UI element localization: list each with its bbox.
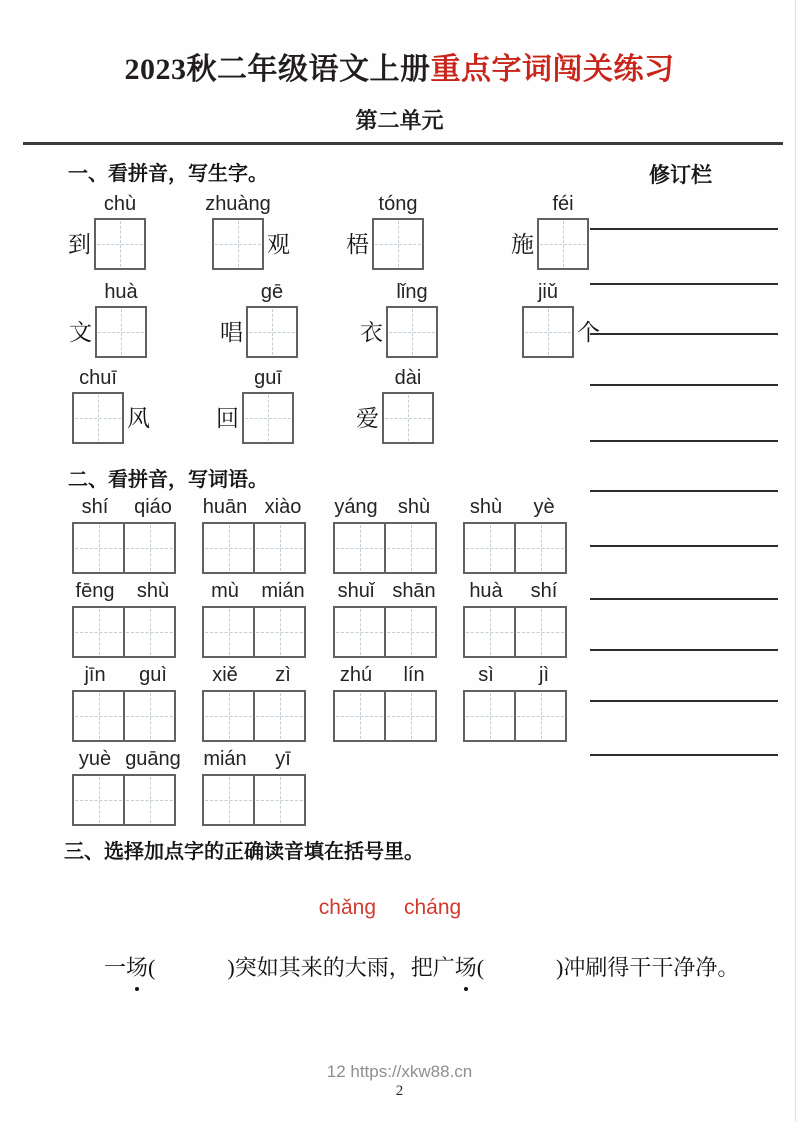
revision-column-label: 修订栏 bbox=[649, 164, 712, 187]
pinyin-label: huà shí bbox=[469, 580, 558, 602]
pinyin-label: chù bbox=[103, 193, 137, 215]
write-character-item bbox=[68, 193, 146, 270]
answer-box[interactable] bbox=[205, 193, 271, 270]
revision-line bbox=[590, 228, 778, 230]
revision-line bbox=[590, 333, 778, 335]
given-char: 爱 bbox=[356, 405, 379, 431]
write-character-item bbox=[72, 367, 150, 444]
exercise-sentence: 一场( )突如其来的大雨，把广场( )冲刷得干干净净。 bbox=[104, 951, 739, 982]
revision-line bbox=[590, 700, 778, 702]
revision-line bbox=[590, 754, 778, 756]
write-word-item bbox=[463, 580, 567, 658]
title-red-part: 重点字词闯关练习 bbox=[430, 53, 675, 86]
section2-heading: 二、看拼音，写词语。 bbox=[68, 469, 268, 491]
option-chang3: chǎng bbox=[318, 896, 376, 919]
answer-cell[interactable] bbox=[123, 608, 174, 656]
answer-box[interactable] bbox=[95, 281, 147, 358]
answer-box[interactable] bbox=[72, 367, 124, 444]
answer-cell[interactable] bbox=[465, 608, 514, 656]
pinyin-label: mián yī bbox=[203, 748, 291, 770]
write-character-item bbox=[205, 193, 290, 270]
answer-cell[interactable] bbox=[123, 524, 174, 572]
given-char: 风 bbox=[127, 405, 150, 431]
word-answer-box[interactable] bbox=[202, 606, 306, 658]
answer-cell[interactable] bbox=[384, 692, 435, 740]
pinyin-label: sì jì bbox=[478, 664, 549, 686]
answer-cell[interactable] bbox=[204, 692, 253, 740]
word-answer-box[interactable] bbox=[72, 774, 176, 826]
write-word-item bbox=[72, 580, 176, 658]
write-character-item bbox=[360, 281, 438, 358]
answer-cell[interactable] bbox=[465, 524, 514, 572]
word-answer-box[interactable] bbox=[333, 522, 437, 574]
word-answer-box[interactable] bbox=[333, 606, 437, 658]
pinyin-label: jīn guì bbox=[84, 664, 167, 686]
write-character-item bbox=[220, 281, 298, 358]
given-char: 个 bbox=[577, 319, 600, 345]
answer-box[interactable] bbox=[94, 193, 146, 270]
answer-cell[interactable] bbox=[204, 524, 253, 572]
write-word-item bbox=[333, 664, 437, 742]
answer-cell[interactable] bbox=[123, 692, 174, 740]
section1-heading: 一、看拼音，写生字。 bbox=[68, 163, 268, 185]
write-word-item bbox=[333, 580, 437, 658]
answer-cell[interactable] bbox=[204, 776, 253, 824]
pinyin-label: mù mián bbox=[211, 580, 305, 602]
word-answer-box[interactable] bbox=[463, 522, 567, 574]
dotted-char: 场 bbox=[126, 951, 148, 982]
word-answer-box[interactable] bbox=[72, 606, 176, 658]
answer-cell[interactable] bbox=[335, 524, 384, 572]
given-char: 回 bbox=[216, 405, 239, 431]
option-chang2: cháng bbox=[404, 896, 462, 919]
answer-cell[interactable] bbox=[514, 524, 565, 572]
page-number: 2 bbox=[395, 1083, 404, 1099]
write-word-item bbox=[463, 664, 567, 742]
footer-url[interactable]: 12 https://xkw88.cn bbox=[326, 1062, 473, 1081]
answer-cell[interactable] bbox=[465, 692, 514, 740]
write-word-item bbox=[202, 496, 306, 574]
answer-box[interactable] bbox=[372, 193, 424, 270]
revision-line bbox=[590, 283, 778, 285]
word-answer-box[interactable] bbox=[333, 690, 437, 742]
pinyin-label: shí qiáo bbox=[81, 496, 172, 518]
given-char: 梧 bbox=[346, 231, 369, 257]
word-answer-box[interactable] bbox=[463, 606, 567, 658]
write-word-item bbox=[202, 664, 306, 742]
revision-line bbox=[590, 384, 778, 386]
word-answer-box[interactable] bbox=[72, 690, 176, 742]
answer-cell[interactable] bbox=[384, 524, 435, 572]
answer-cell[interactable] bbox=[253, 524, 304, 572]
word-answer-box[interactable] bbox=[463, 690, 567, 742]
revision-line bbox=[590, 440, 778, 442]
given-char: 文 bbox=[69, 319, 92, 345]
word-answer-box[interactable] bbox=[202, 774, 306, 826]
page-edge-line bbox=[795, 0, 796, 1122]
write-word-item bbox=[333, 496, 437, 574]
pinyin-label: huà bbox=[104, 281, 138, 303]
given-char: 观 bbox=[267, 231, 290, 257]
answer-cell[interactable] bbox=[123, 776, 174, 824]
pinyin-label: dài bbox=[394, 367, 422, 389]
pinyin-label: yáng shù bbox=[334, 496, 431, 518]
write-character-item bbox=[69, 281, 147, 358]
answer-cell[interactable] bbox=[253, 692, 304, 740]
dotted-char: 场 bbox=[455, 951, 477, 982]
pinyin-label: chuī bbox=[79, 367, 117, 389]
pinyin-label: huān xiào bbox=[202, 496, 302, 518]
answer-box[interactable] bbox=[242, 367, 294, 444]
answer-cell[interactable] bbox=[204, 608, 253, 656]
answer-box[interactable] bbox=[386, 281, 438, 358]
revision-line bbox=[590, 545, 778, 547]
answer-cell[interactable] bbox=[514, 692, 565, 740]
answer-cell[interactable] bbox=[74, 524, 123, 572]
write-word-item bbox=[72, 748, 181, 826]
answer-cell[interactable] bbox=[253, 776, 304, 824]
revision-line bbox=[590, 649, 778, 651]
pinyin-label: shuǐ shān bbox=[337, 580, 436, 602]
pinyin-label: shù yè bbox=[469, 496, 555, 518]
answer-box[interactable] bbox=[382, 367, 434, 444]
word-answer-box[interactable] bbox=[202, 690, 306, 742]
pinyin-label: yuè guāng bbox=[78, 748, 181, 770]
answer-cell[interactable] bbox=[74, 608, 123, 656]
pinyin-label: tóng bbox=[378, 193, 418, 215]
pinyin-label: jiǔ bbox=[537, 281, 559, 303]
given-char: 衣 bbox=[360, 319, 383, 345]
write-word-item bbox=[463, 496, 567, 574]
answer-cell[interactable] bbox=[74, 692, 123, 740]
word-answer-box[interactable] bbox=[202, 522, 306, 574]
answer-cell[interactable] bbox=[74, 776, 123, 824]
answer-cell[interactable] bbox=[514, 608, 565, 656]
write-word-item bbox=[202, 580, 306, 658]
revision-line bbox=[590, 490, 778, 492]
answer-cell[interactable] bbox=[335, 608, 384, 656]
write-word-item bbox=[202, 748, 306, 826]
write-character-item bbox=[522, 281, 600, 358]
pinyin-label: zhú lín bbox=[339, 664, 425, 686]
given-char: 到 bbox=[68, 231, 91, 257]
write-character-item bbox=[216, 367, 294, 444]
header-divider bbox=[23, 142, 783, 145]
pinyin-label: xiě zì bbox=[212, 664, 291, 686]
word-answer-box[interactable] bbox=[72, 522, 176, 574]
answer-cell[interactable] bbox=[384, 608, 435, 656]
write-word-item bbox=[72, 496, 176, 574]
page-title bbox=[0, 44, 799, 88]
title-black-part: 2023秋二年级语文上册 bbox=[124, 53, 431, 86]
write-word-item bbox=[72, 664, 176, 742]
answer-box[interactable] bbox=[522, 281, 574, 358]
answer-cell[interactable] bbox=[253, 608, 304, 656]
given-char: 唱 bbox=[220, 319, 243, 345]
pinyin-label: gē bbox=[260, 281, 284, 303]
pinyin-label: fēng shù bbox=[75, 580, 170, 602]
answer-box[interactable] bbox=[537, 193, 589, 270]
revision-line bbox=[590, 598, 778, 600]
pinyin-label: guī bbox=[254, 367, 282, 389]
answer-cell[interactable] bbox=[335, 692, 384, 740]
unit-title: 第二单元 bbox=[355, 108, 444, 133]
pinyin-label: zhuàng bbox=[205, 193, 271, 215]
pronunciation-options bbox=[0, 896, 780, 920]
write-character-item bbox=[346, 193, 424, 270]
pinyin-label: féi bbox=[552, 193, 574, 215]
given-char: 施 bbox=[511, 231, 534, 257]
write-character-item bbox=[356, 367, 434, 444]
write-character-item bbox=[511, 193, 589, 270]
section3-heading: 三、选择加点字的正确读音填在括号里。 bbox=[64, 841, 424, 863]
pinyin-label: lǐng bbox=[396, 281, 428, 303]
answer-box[interactable] bbox=[246, 281, 298, 358]
